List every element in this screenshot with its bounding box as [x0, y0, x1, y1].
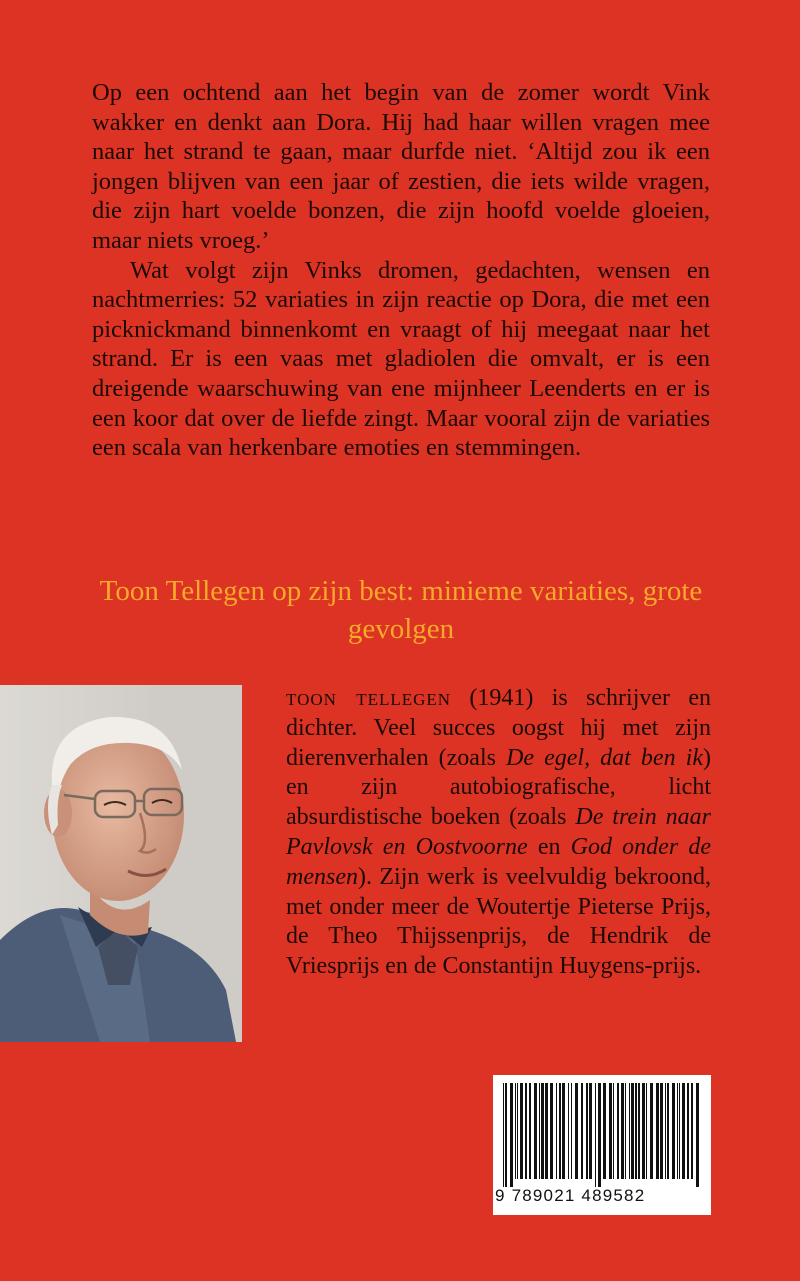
barcode-bar	[679, 1083, 680, 1179]
book-title-2: De trein naar Pavlovsk en Oostvoorne	[286, 804, 711, 860]
author-photo	[0, 685, 242, 1042]
barcode-bar	[510, 1083, 513, 1187]
barcode-bar	[667, 1083, 669, 1179]
barcode-bar	[638, 1083, 640, 1179]
blurb-paragraph-1: Op een ochtend aan het begin van de zomer wordt Vink wakker en denkt aan Dora. Hij had haar willen vragen mee naar het strand te gaan, maar durfde niet. ‘Altijd zou ik een jongen blijven van een jaar of zestien, die iets wilde vragen, die zijn hart voelde bonzen, die zijn hoofd voelde gloeien, maar niets vroeg.’	[92, 79, 710, 254]
bio-text-2: ) en zijn autobiografische, licht absurdistische boeken (zoals	[286, 744, 711, 831]
barcode-bar	[534, 1083, 537, 1179]
back-cover-blurb	[92, 78, 710, 463]
isbn-number: 9 789021 489582	[495, 1186, 646, 1205]
barcode-bar	[595, 1083, 596, 1187]
barcode-bar	[571, 1083, 572, 1179]
barcode-bar	[589, 1083, 592, 1179]
barcode-bar	[541, 1083, 544, 1179]
barcode-bar	[550, 1083, 553, 1179]
barcode-bar	[625, 1083, 626, 1179]
barcode-bar	[646, 1083, 647, 1179]
barcode-bar	[586, 1083, 588, 1179]
barcode-bar	[631, 1083, 634, 1179]
barcode-bar	[609, 1083, 612, 1179]
barcode-bar	[517, 1083, 518, 1179]
author-bio	[286, 684, 711, 982]
barcode-bar	[515, 1083, 516, 1179]
barcode-bar	[539, 1083, 540, 1179]
tagline: Toon Tellegen op zijn best: minieme variaties, grote gevolgen	[99, 575, 703, 645]
barcode-bar	[568, 1083, 569, 1179]
barcode-bar	[691, 1083, 693, 1179]
barcode-bar	[656, 1083, 659, 1179]
barcode-bar	[617, 1083, 619, 1179]
barcode-bar	[642, 1083, 645, 1179]
barcode-bar	[581, 1083, 583, 1179]
bio-text-4: ). Zijn werk is veelvuldig bekroond, met onder meer de Woutertje Pieterse Prijs, de Theo Thijssenprijs, de Hendrik de Vriesprijs en de Constantijn Huygens-prijs.	[286, 863, 711, 980]
barcode-bar	[545, 1083, 548, 1179]
barcode-bar	[505, 1083, 507, 1187]
barcode-bar	[603, 1083, 606, 1179]
barcode-bar	[635, 1083, 637, 1179]
barcode	[493, 1075, 711, 1215]
barcode-bar	[672, 1083, 675, 1179]
barcode-bar	[682, 1083, 685, 1179]
barcode-bar	[520, 1083, 523, 1179]
barcode-bar	[629, 1083, 630, 1179]
barcode-bar	[562, 1083, 565, 1179]
barcode-bar	[687, 1083, 689, 1179]
barcode-bar	[503, 1083, 504, 1187]
barcode-bar	[598, 1083, 601, 1187]
barcode-bar	[665, 1083, 666, 1179]
blurb-paragraph-2: Wat volgt zijn Vinks dromen, gedachten, wensen en nachtmerries: 52 variaties in zijn reactie op Dora, die met een picknickmand binnenkomt en vraagt of hij meegaat naar het strand. Er is een vaas met gladiolen die omvalt, er is een dreigende waarschuwing van ene mijnheer Leenderts en er is een koor dat over de liefde zingt. Maar vooral zijn de variaties een scala van herkenbare emoties en stemmingen.	[92, 256, 710, 462]
barcode-bar	[529, 1083, 531, 1179]
barcode-bar	[660, 1083, 663, 1179]
barcode-bar	[575, 1083, 578, 1179]
barcode-bar	[696, 1083, 699, 1187]
book-title-3: God onder de mensen	[286, 833, 712, 890]
barcode-bar	[621, 1083, 624, 1179]
bio-text-3: en	[527, 833, 571, 860]
book-title-1: De egel, dat ben ik	[506, 744, 703, 771]
barcode-bar	[650, 1083, 653, 1179]
barcode-bar	[559, 1083, 561, 1179]
barcode-bar	[525, 1083, 527, 1179]
barcode-bar	[613, 1083, 614, 1179]
bio-text-1: (1941) is schrijver en dichter. Veel succes oogst hij met zijn dierenverhalen (zoals	[286, 685, 711, 771]
barcode-bar	[677, 1083, 678, 1179]
author-name: toon tellegen	[286, 685, 452, 711]
barcode-bar	[556, 1083, 557, 1179]
